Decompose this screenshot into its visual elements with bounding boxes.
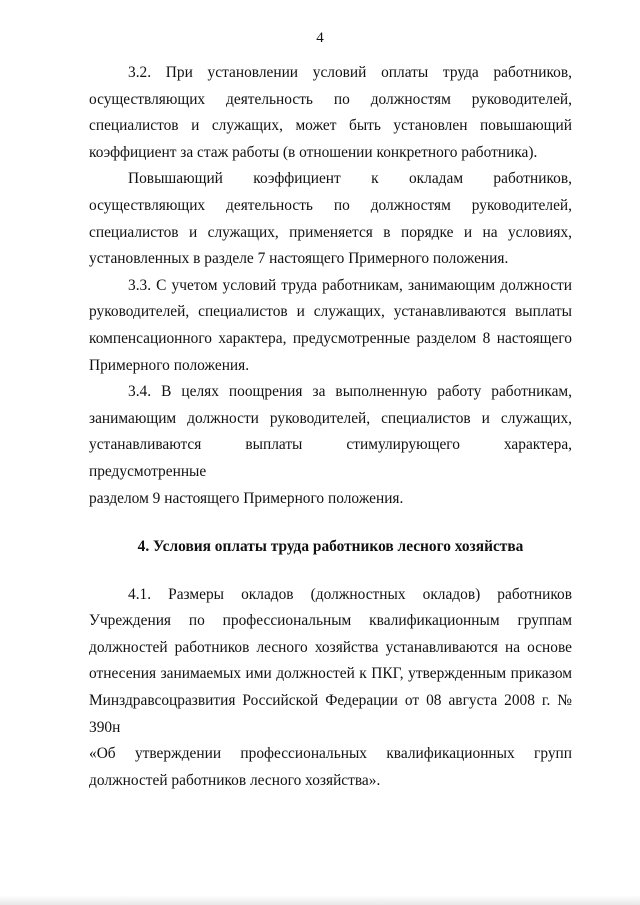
- text-line: компенсационного характера, предусмотренные разделом 8 настоящего: [89, 329, 572, 347]
- text-line: руководителей, специалистов и служащих, устанавливаются выплаты: [89, 303, 572, 321]
- text-line: Примерного положения.: [89, 356, 250, 374]
- text-line: осуществляющих деятельность по должностям руководителей,: [89, 90, 572, 108]
- text-line: отнесения занимаемых ими должностей к ПКГ, утвержденным приказом: [89, 665, 572, 683]
- paragraph-3-4: [89, 379, 572, 512]
- text-line: коэффициент за стаж работы (в отношении конкретного работника).: [89, 143, 538, 161]
- paragraph-3-3: [89, 273, 572, 379]
- text-line: разделом 9 настоящего Примерного положения.: [89, 489, 404, 507]
- text-line: должностей работников лесного хозяйства устанавливаются на основе: [89, 638, 572, 656]
- document-body: [89, 60, 572, 794]
- page-bottom-edge: [0, 895, 640, 905]
- text-line: специалистов и служащих, может быть установлен повышающий: [89, 117, 572, 135]
- text-line: осуществляющих деятельность по должностям руководителей,: [89, 196, 572, 214]
- text-line: «Об утверждении профессиональных квалификационных групп: [89, 745, 572, 763]
- text-line: специалистов и служащих, применяется в порядке и на условиях,: [89, 223, 572, 241]
- paragraph-3-2: [89, 60, 572, 166]
- text-line: Учреждения по профессиональным квалификационным группам: [89, 612, 572, 630]
- text-line: Повышающий коэффициент к окладам работников,: [128, 170, 572, 188]
- text-line: 3.2. При установлении условий оплаты труда работников,: [128, 64, 572, 81]
- page-number: 4: [316, 30, 324, 46]
- paragraph-4-1: [89, 582, 572, 795]
- text-line: установленных в разделе 7 настоящего Примерного положения.: [89, 250, 509, 268]
- section-4-heading: 4. Условия оплаты труда работников лесного хозяйства: [137, 538, 524, 556]
- text-line: Минздравсоцразвития Российской Федерации от 08 августа 2008 г. № 390н: [89, 692, 572, 736]
- paragraph-3-2-coefficient: [89, 166, 572, 272]
- text-line: занимающим должности руководителей, специалистов и служащих,: [89, 409, 572, 427]
- text-line: 3.4. В целях поощрения за выполненную работу работникам,: [128, 383, 572, 401]
- text-line: должностей работников лесного хозяйства».: [89, 771, 381, 789]
- text-line: 3.3. С учетом условий труда работникам, занимающим должности: [128, 276, 572, 294]
- text-line: устанавливаются выплаты стимулирующего характера, предусмотренные: [89, 436, 572, 480]
- text-line: 4.1. Размеры окладов (должностных окладов) работников: [128, 585, 572, 603]
